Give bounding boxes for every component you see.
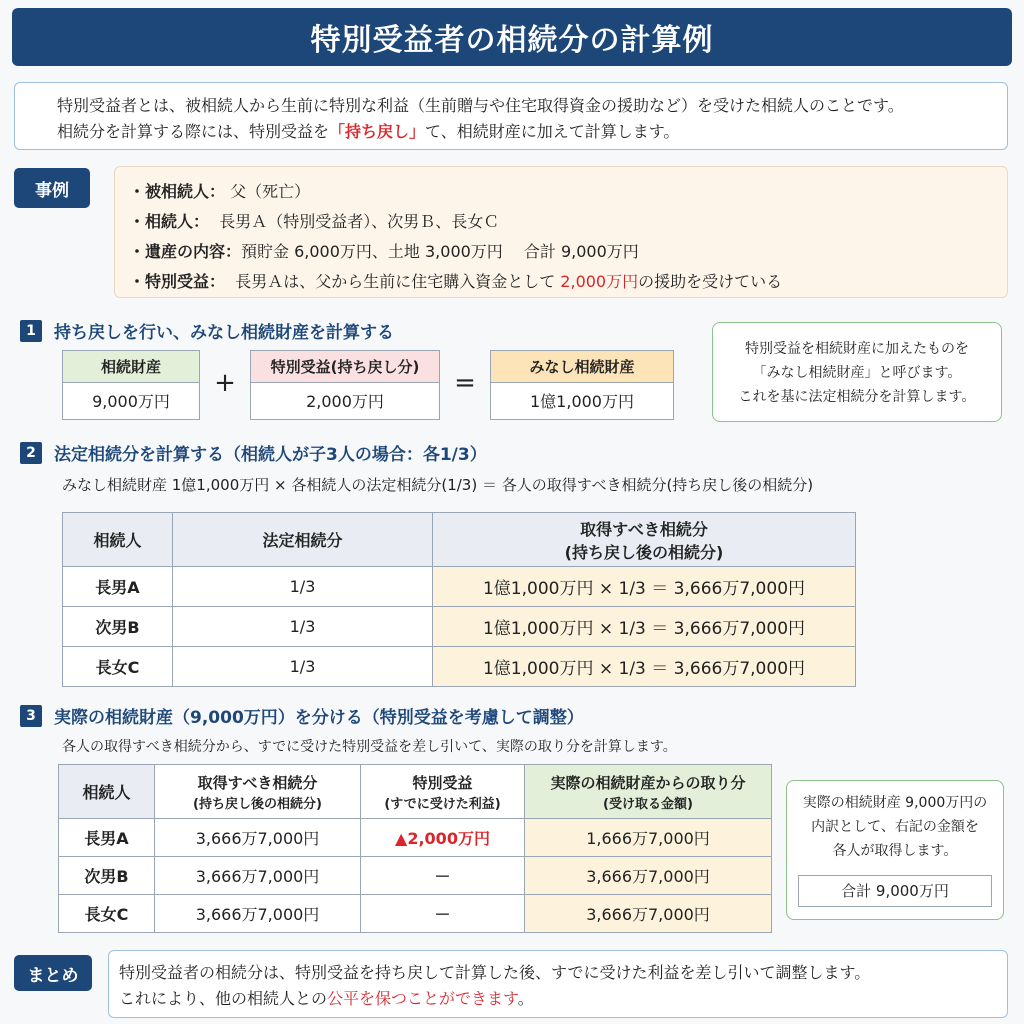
cell-share: 3,666万7,000円	[155, 895, 361, 933]
header-line: 実際の相続財産からの取り分	[550, 773, 746, 792]
header-share-to-acquire	[155, 765, 361, 819]
header-line: (受け取る金額)	[603, 796, 693, 812]
intro-line-2	[57, 119, 1007, 145]
step3-description: 各人の取得すべき相続分から、すでに受けた特別受益を差し引いて、実際の取り分を計算します。	[62, 739, 677, 755]
header-actual-share	[525, 765, 772, 819]
deemed-assets-box	[490, 350, 674, 420]
cell-heir: 長女C	[59, 895, 155, 933]
table-header-row	[63, 513, 856, 567]
intro-text-end: て、相続財産に加えて計算します。	[425, 122, 680, 141]
header-special-benefit	[361, 765, 525, 819]
cell-share-calc: 1億1,000万円 × 1/3 ＝ 3,666万7,000円	[433, 607, 856, 647]
case-box	[114, 166, 1008, 298]
page-title: 特別受益者の相続分の計算例	[12, 8, 1012, 66]
cell-actual: 1,666万7,000円	[525, 819, 772, 857]
inherited-assets-value: 9,000万円	[92, 391, 170, 411]
step1-heading	[20, 318, 394, 343]
cell-heir: 長男A	[59, 819, 155, 857]
case-item-text: 長男Ａ（特別受益者）、次男Ｂ、長女Ｃ	[219, 212, 500, 231]
table-row	[59, 819, 772, 857]
table-row	[59, 857, 772, 895]
header-share-to-acquire	[433, 513, 856, 567]
case-item	[129, 267, 1007, 297]
cell-share: 3,666万7,000円	[155, 857, 361, 895]
header-line: 特別受益	[412, 773, 473, 792]
header-heir: 相続人	[63, 513, 173, 567]
cell-legal-share: 1/3	[173, 647, 433, 687]
plus-sign: +	[214, 368, 236, 398]
intro-box	[14, 82, 1008, 150]
step1-note-line: 特別受益を相続財産に加えたものを	[745, 341, 969, 357]
step3-heading-text: 実際の相続財産（9,000万円）を分ける（特別受益を考慮して調整）	[54, 708, 584, 728]
case-item-label: ・被相続人：	[129, 182, 226, 201]
cell-actual: 3,666万7,000円	[525, 857, 772, 895]
cell-benefit: －	[361, 857, 525, 895]
header-line: 取得すべき相続分	[197, 773, 318, 792]
step2-heading	[20, 440, 487, 465]
step2-table	[62, 512, 856, 687]
case-item	[129, 237, 1007, 267]
table-row	[59, 895, 772, 933]
step1-note	[712, 322, 1002, 422]
cell-legal-share: 1/3	[173, 607, 433, 647]
equals-sign: =	[454, 368, 476, 398]
special-benefit-value: 2,000万円	[306, 391, 384, 411]
case-item-text: 長男Ａは、父から生前に住宅購入資金として	[235, 272, 556, 291]
step3-number: 3	[20, 705, 42, 727]
header-heir: 相続人	[59, 765, 155, 819]
table-row	[63, 567, 856, 607]
special-benefit-box	[250, 350, 440, 420]
deemed-assets-label: みなし相続財産	[491, 351, 673, 383]
case-item-label: ・特別受益：	[129, 272, 226, 291]
step3-table	[58, 764, 772, 933]
summary-text: これにより、他の相続人との	[119, 989, 328, 1008]
table-row	[63, 607, 856, 647]
cell-benefit: ▲2,000万円	[361, 819, 525, 857]
table-row	[63, 647, 856, 687]
cell-actual: 3,666万7,000円	[525, 895, 772, 933]
summary-line-1: 特別受益者の相続分は、特別受益を持ち戻して計算した後、すでに受けた利益を差し引いて調整します。	[119, 963, 871, 982]
summary-tag: まとめ	[14, 955, 92, 991]
case-item	[129, 207, 1007, 237]
step1-heading-text: 持ち戻しを行い、みなし相続財産を計算する	[54, 323, 394, 343]
header-line: (すでに受けた利益)	[384, 796, 501, 812]
case-item-text: 預貯金 6,000万円、土地 3,000万円 合計 9,000万円	[241, 242, 639, 261]
step3-note-line: 内訳として、右記の金額を	[811, 819, 979, 835]
intro-text: 相続分を計算する際には、特別受益を	[57, 122, 330, 141]
summary-line-2	[119, 986, 1007, 1012]
cell-heir: 長男A	[63, 567, 173, 607]
special-benefit-label: 特別受益(持ち戻し分)	[251, 351, 439, 383]
step2-number: 2	[20, 442, 42, 464]
step2-heading-text: 法定相続分を計算する（相続人が子3人の場合：各1/3）	[54, 445, 487, 465]
step1-number: 1	[20, 320, 42, 342]
case-item-text-end: の援助を受けている	[638, 272, 783, 291]
cell-share: 3,666万7,000円	[155, 819, 361, 857]
cell-legal-share: 1/3	[173, 567, 433, 607]
case-item	[129, 177, 1007, 207]
intro-highlight: 「持ち戻し」	[329, 122, 426, 141]
inherited-assets-box	[62, 350, 200, 420]
case-highlight: 2,000万円	[560, 272, 639, 291]
case-item-label: ・相続人：	[129, 212, 210, 231]
cell-share-calc: 1億1,000万円 × 1/3 ＝ 3,666万7,000円	[433, 567, 856, 607]
cell-heir: 次男B	[59, 857, 155, 895]
header-line: (持ち戻し後の相続分)	[193, 796, 322, 812]
cell-heir: 長女C	[63, 647, 173, 687]
step3-heading	[20, 703, 584, 728]
case-item-text: 父（死亡）	[230, 182, 311, 201]
step3-note-line: 実際の相続財産 9,000万円の	[802, 795, 988, 811]
total-amount: 合計 9,000万円	[798, 875, 992, 907]
cell-heir: 次男B	[63, 607, 173, 647]
cell-benefit: －	[361, 895, 525, 933]
header-line: (持ち戻し後の相続分)	[564, 542, 724, 562]
step3-note-line: 各人が取得します。	[832, 843, 958, 859]
step1-note-line: 「みなし相続財産」と呼びます。	[752, 365, 962, 381]
summary-highlight: 公平を保つことができます	[327, 989, 518, 1008]
case-tag: 事例	[14, 168, 90, 208]
step3-note	[786, 780, 1004, 920]
case-item-label: ・遺産の内容：	[129, 242, 242, 261]
summary-text-end: 。	[517, 989, 534, 1008]
header-line: 取得すべき相続分	[580, 519, 708, 539]
inherited-assets-label: 相続財産	[63, 351, 199, 383]
table-header-row	[59, 765, 772, 819]
step1-note-line: これを基に法定相続分を計算します。	[738, 389, 976, 405]
intro-line-1: 特別受益者とは、被相続人から生前に特別な利益（生前贈与や住宅取得資金の援助など）を受けた相続人のことです。	[57, 96, 904, 115]
deemed-assets-value: 1億1,000万円	[530, 391, 634, 411]
header-legal-share: 法定相続分	[173, 513, 433, 567]
step2-formula: みなし相続財産 1億1,000万円 × 各相続人の法定相続分(1/3) ＝ 各人の取得すべき相続分(持ち戻し後の相続分)	[62, 476, 814, 494]
cell-share-calc: 1億1,000万円 × 1/3 ＝ 3,666万7,000円	[433, 647, 856, 687]
summary-box	[108, 950, 1008, 1018]
